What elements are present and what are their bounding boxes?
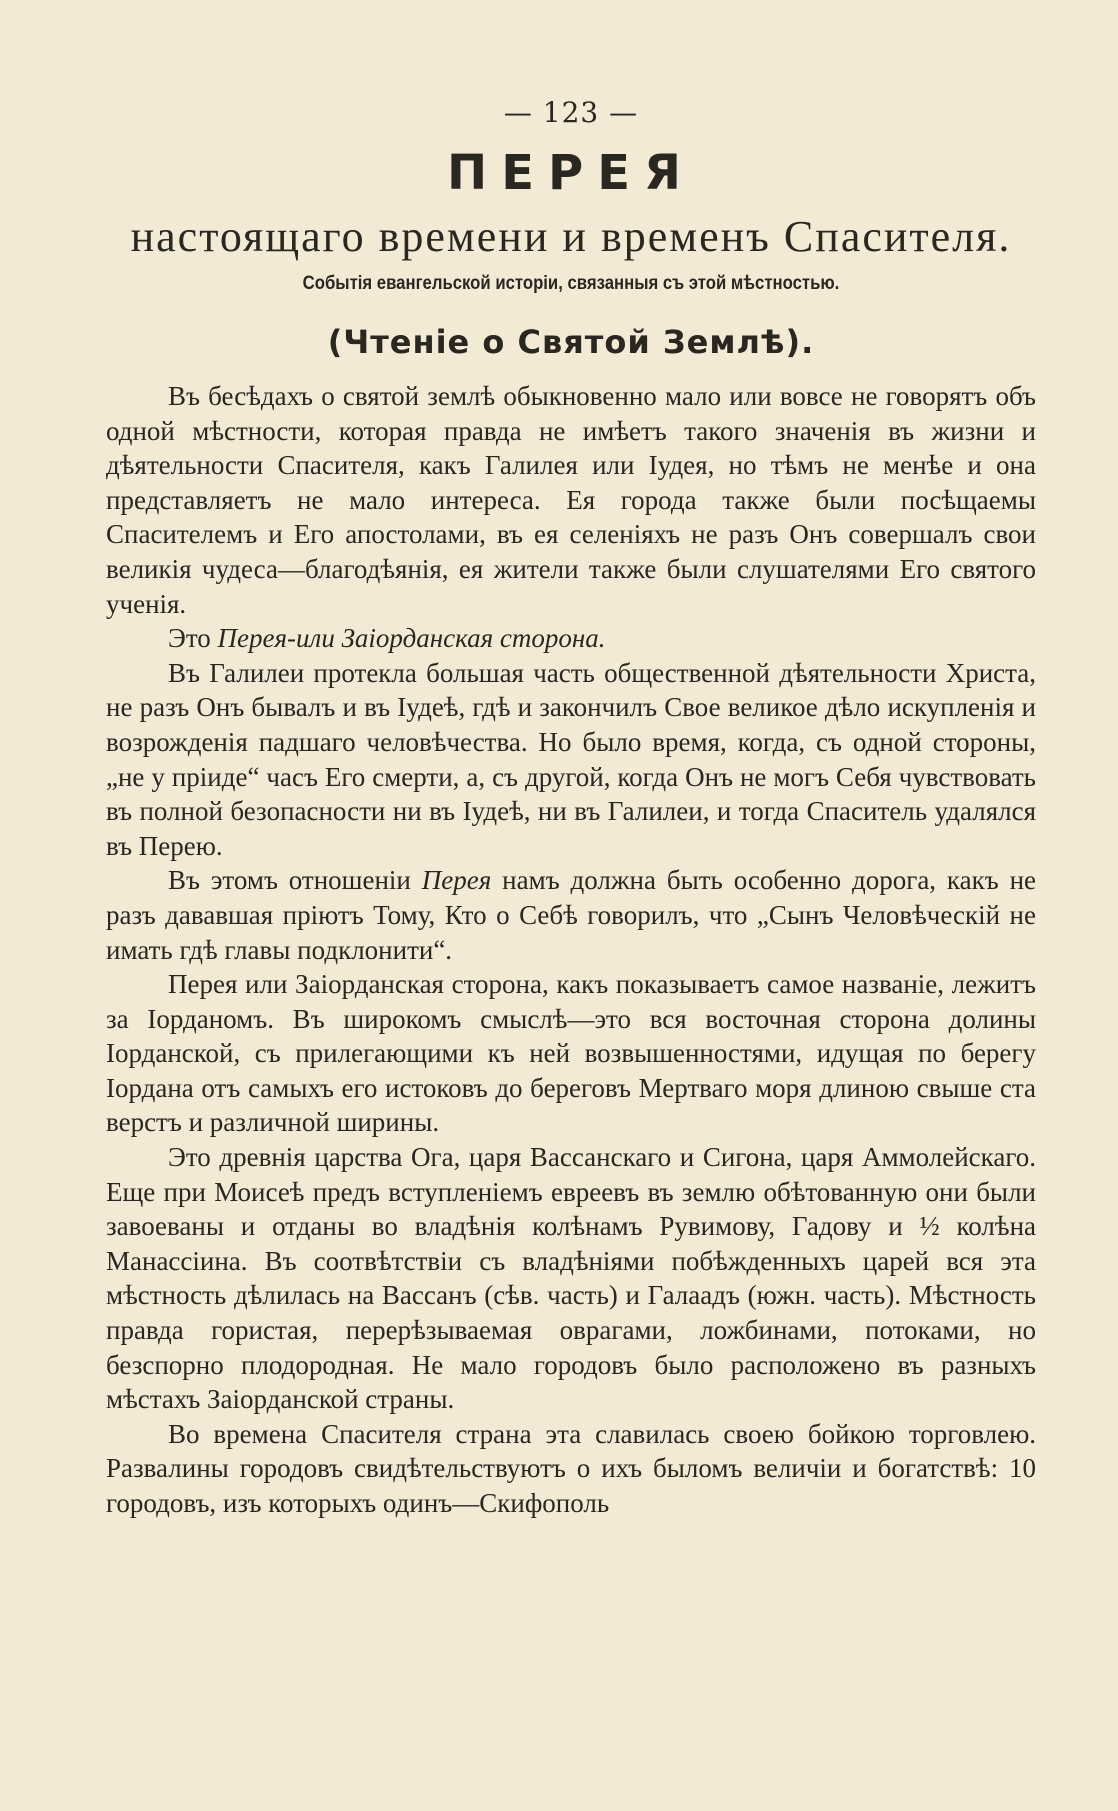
section-heading: (Чтеніе о Святой Землѣ). — [327, 323, 815, 361]
paragraph-intro-line — [106, 621, 1036, 656]
paragraph-3: Перея или Заіорданская сторона, какъ показываетъ самое названіе, лежитъ за Іорданомъ. Въ широкомъ смыслѣ—это вся восточная сторона долины Іорданской, съ прилегающими къ ней возвышенностями, идущая по берегу Іордана отъ самыхъ его истоковъ до береговъ Мертваго моря длиною свыше ста верстъ и различной ширины. — [106, 969, 1036, 1138]
paragraph-dear — [106, 863, 1036, 967]
dear-lead: Въ этомъ отношеніи — [168, 865, 411, 896]
subtitle: настоящаго времени и временъ Спасителя. — [130, 212, 1012, 261]
body-text — [106, 379, 1036, 1521]
paragraph-1: Въ бесѣдахъ о святой землѣ обыкновенно мало или вовсе не говорятъ объ одной мѣстности, которая правда не имѣетъ такого значенія въ жизни и дѣятельности Спасителя, какъ Галилея или Іудея, но тѣмъ не менѣе и она представляетъ не мало интереса. Ея города также были посѣщаемы Спасителемъ и Его апостолами, въ ея селеніяхъ не разъ Онъ совершалъ свои великія чудеса—благодѣянія, ея жители также были слушателями Его святого ученія. — [106, 381, 1036, 619]
paragraph-5: Во времена Спасителя страна эта славилась своею бойкою торговлею. Развалины городовъ свидѣтельствуютъ о ихъ быломъ величіи и богатствѣ: 10 городовъ, изъ которыхъ одинъ—Скифополь — [106, 1418, 1036, 1518]
page-number: — 123 — — [503, 96, 639, 129]
dear-italic: Перея — [421, 865, 492, 896]
subtitle-secondary: Событія евангельской исторіи, связанныя съ этой мѣстностью. — [302, 273, 840, 294]
paragraph-4: Это древнія царства Ога, царя Вассанскаго и Сигона, царя Аммолейскаго. Еще при Моисеѣ предъ вступленіемъ евреевъ въ землю обѣтованную они были завоеваны и отданы во владѣнія колѣнамъ Рувимову, Гадову и ½ колѣна Манассіина. Въ соотвѣтствіи съ владѣніями побѣжденныхъ царей вся эта мѣстность дѣлилась на Вассанъ (сѣв. часть) и Галаадъ (южн. часть). Мѣстность правда гористая, перерѣзываемая оврагами, ложбинами, потоками, но безспорно плодородная. Не мало городовъ было расположено въ разныхъ мѣстахъ Заіорданской страны. — [106, 1142, 1036, 1415]
intro-lead: Это — [168, 623, 211, 654]
paragraph-2: Въ Галилеи протекла большая часть общественной дѣятельности Христа, не разъ Онъ бывалъ и въ Іудеѣ, гдѣ и закончилъ Свое великое дѣло искупленія и возрожденія падшаго человѣчества. Но было время, когда, съ одной стороны, „не у пріиде“ часъ Его смерти, а, съ другой, когда Онъ не могъ Себя чувствовать въ полной безопасности ни въ Іудеѣ, ни въ Галилеи, и тогда Спаситель удалялся въ Перею. — [106, 657, 1036, 861]
intro-italic: Перея-или Заіорданская сторона. — [217, 623, 606, 654]
dear-rest: намъ должна быть особенно дорога, какъ не разъ дававшая пріютъ Тому, Кто о Себѣ говорилъ, что „Сынъ Человѣческій не имать гдѣ главы подклонити“. — [106, 865, 1037, 965]
page-title: ПЕРЕЯ — [447, 145, 695, 201]
